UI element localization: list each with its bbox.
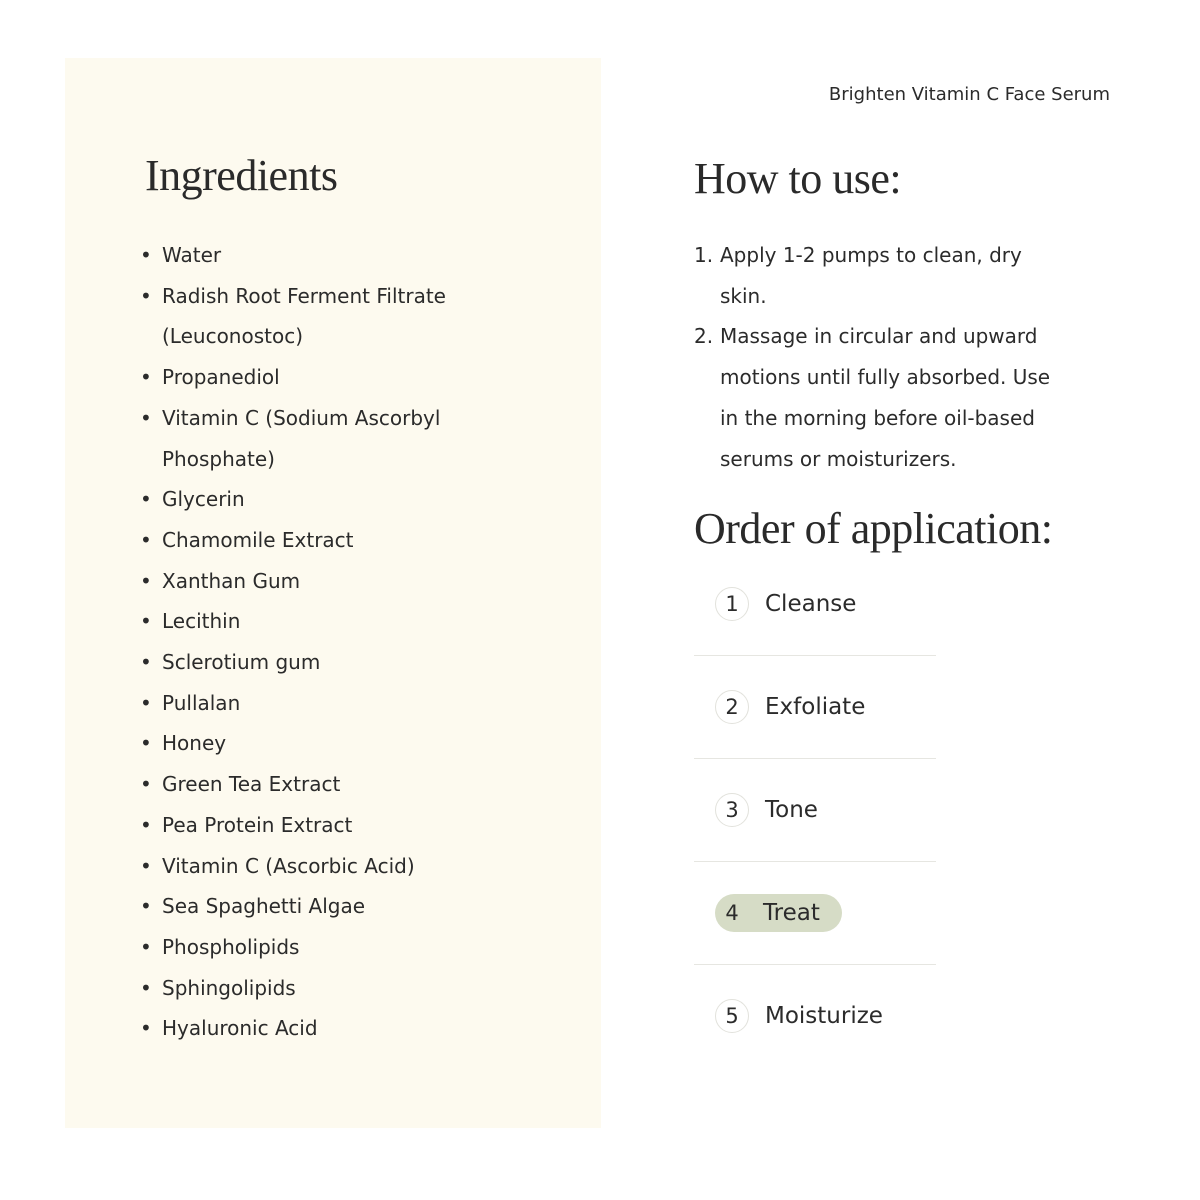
ingredient-item: • Water xyxy=(140,235,470,276)
ingredient-item: • Pullalan xyxy=(140,683,470,724)
how-to-use-step xyxy=(694,316,1064,479)
how-to-use-step xyxy=(694,235,1064,316)
order-step-moisturize[interactable] xyxy=(694,965,936,1067)
ingredient-item: • Xanthan Gum xyxy=(140,561,470,602)
bullet-dot-icon: • xyxy=(140,812,152,837)
ingredient-item: • Lecithin xyxy=(140,601,470,642)
bullet-dot-icon: • xyxy=(140,975,152,1000)
ingredient-item: • Glycerin xyxy=(140,479,470,520)
step-text: Massage in circular and upward motions until fully absorbed. Use in the morning before oil-based serums or moisturizers. xyxy=(720,324,1051,471)
step-label: Exfoliate xyxy=(765,694,866,720)
ingredient-item: • Sphingolipids xyxy=(140,968,470,1009)
order-step-cleanse[interactable] xyxy=(694,553,936,656)
ingredients-list xyxy=(140,235,470,1049)
bullet-dot-icon: • xyxy=(140,487,152,512)
bullet-dot-icon: • xyxy=(140,894,152,919)
how-to-use-list xyxy=(694,235,1064,479)
bullet-dot-icon: • xyxy=(140,772,152,797)
step-text: Apply 1-2 pumps to clean, dry skin. xyxy=(720,243,1022,308)
ingredient-item: • Hyaluronic Acid xyxy=(140,1008,470,1049)
bullet-dot-icon: • xyxy=(140,405,152,430)
product-name: Brighten Vitamin C Face Serum xyxy=(828,84,1110,105)
step-number: 1. xyxy=(694,243,714,267)
ingredient-item: • Phospholipids xyxy=(140,927,470,968)
step-number-badge: 1 xyxy=(715,587,749,621)
bullet-dot-icon: • xyxy=(140,650,152,675)
bullet-dot-icon: • xyxy=(140,1016,152,1041)
step-number: 2. xyxy=(694,324,714,349)
bullet-dot-icon: • xyxy=(140,853,152,878)
bullet-dot-icon: • xyxy=(140,609,152,634)
step-number-badge: 4 xyxy=(725,901,739,925)
step-label: Cleanse xyxy=(765,591,857,617)
how-to-use-title: How to use: xyxy=(694,154,902,203)
ingredient-item: • Vitamin C (Sodium Ascorbyl Phosphate) xyxy=(140,398,470,479)
ingredient-item: • Chamomile Extract xyxy=(140,520,470,561)
bullet-dot-icon: • xyxy=(140,690,152,715)
ingredient-item: • Radish Root Ferment Filtrate (Leuconostoc) xyxy=(140,276,470,357)
active-step-pill xyxy=(715,894,842,932)
bullet-dot-icon: • xyxy=(140,934,152,959)
ingredient-item: • Pea Protein Extract xyxy=(140,805,470,846)
order-step-exfoliate[interactable] xyxy=(694,656,936,759)
order-steps-list xyxy=(694,553,936,1067)
ingredient-item: • Green Tea Extract xyxy=(140,764,470,805)
ingredient-item: • Propanediol xyxy=(140,357,470,398)
bullet-dot-icon: • xyxy=(140,243,152,267)
bullet-dot-icon: • xyxy=(140,568,152,593)
step-number-badge: 5 xyxy=(715,999,749,1033)
ingredient-item: • Honey xyxy=(140,723,470,764)
order-step-tone[interactable] xyxy=(694,759,936,862)
step-number-badge: 2 xyxy=(715,690,749,724)
step-label: Treat xyxy=(763,900,820,926)
bullet-dot-icon: • xyxy=(140,365,152,390)
step-number-badge: 3 xyxy=(715,793,749,827)
bullet-dot-icon: • xyxy=(140,283,152,308)
ingredient-item: • Sclerotium gum xyxy=(140,642,470,683)
order-of-application-title: Order of application: xyxy=(694,504,1053,553)
order-step-treat[interactable] xyxy=(694,862,936,965)
ingredient-item: • Sea Spaghetti Algae xyxy=(140,886,470,927)
bullet-dot-icon: • xyxy=(140,527,152,552)
ingredients-title: Ingredients xyxy=(145,151,338,200)
step-label: Tone xyxy=(765,797,818,823)
ingredient-item: • Vitamin C (Ascorbic Acid) xyxy=(140,846,470,887)
bullet-dot-icon: • xyxy=(140,731,152,756)
step-label: Moisturize xyxy=(765,1003,883,1029)
